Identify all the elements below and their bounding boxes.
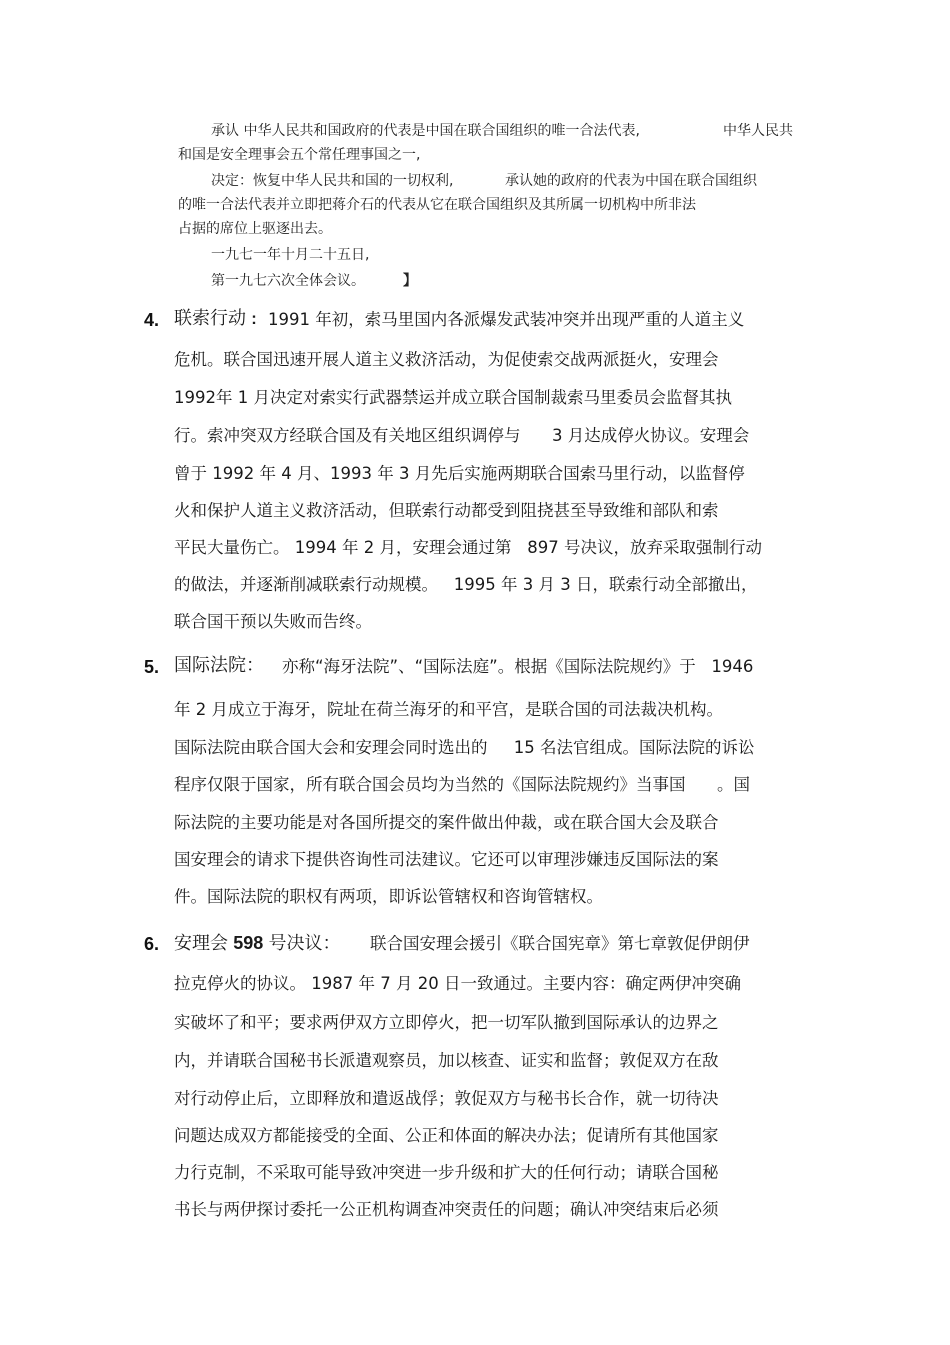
quote-line: 和国是安全理事会五个常任理事国之一, [178,147,421,163]
entry-line: 实破坏了和平；要求两伊双方立即停火，把一切军队撤到国际承认的边界之 [174,1013,719,1032]
entry-line: 危机。联合国迅速开展人道主义救济活动，为促使索交战两派挺火，安理会 [174,350,719,369]
entry-line: 的做法，并逐渐削减联索行动规模。 1995 年 3 月 3 日，联索行动全部撤出， [174,575,758,594]
entry-line: 国际法院由联合国大会和安理会同时选出的 15 名法官组成。国际法院的诉讼 [174,738,755,757]
entry-number: 4. [144,310,160,330]
quote-line: 决定：恢复中华人民共和国的一切权利, [211,173,454,189]
closing-bracket: 】 [403,273,417,289]
entry-number: 6. [144,934,160,954]
entry-line: 力行克制，不采取可能导致冲突进一步升级和扩大的任何行动；请联合国秘 [174,1163,719,1182]
entry-term: 国际法院： [174,655,264,676]
entry-line: 拉克停火的协议。 1987 年 7 月 20 日一致通过。主要内容：确定两伊冲突确 [174,974,741,993]
entry-line: 曾于 1992 年 4 月、1993 年 3 月先后实施两期联合国索马里行动，以监督停 [174,464,745,483]
entry-term: 安理会 598 号决议： [174,933,341,954]
quote-line: 占据的席位上驱逐出去。 [178,221,332,237]
entry-line: 对行动停止后，立即释放和遣返战俘；敦促双方与秘书长合作，就一切待决 [174,1089,719,1108]
entry-line: 内，并请联合国秘书长派遣观察员，加以核查、证实和监督；敦促双方在敌 [174,1051,719,1070]
entry-line: 亦称“海牙法院”、“国际法庭”。根据《国际法院规约》于 1946 [282,657,754,676]
quote-session: 第一九七六次全体会议。 [211,273,365,289]
quote-line: 的唯一合法代表并立即把蒋介石的代表从它在联合国组织及其所属一切机构中所非法 [178,197,696,213]
entry-term: 联索行动 : [174,308,257,329]
entry-line: 年 2 月成立于海牙，院址在荷兰海牙的和平宫，是联合国的司法裁决机构。 [174,700,723,719]
entry-line: 书长与两伊探讨委托一公正机构调查冲突责任的问题；确认冲突结束后必须 [174,1200,719,1219]
quote-line: 承认她的政府的代表为中国在联合国组织 [505,173,757,189]
entry-line: 际法院的主要功能是对各国所提交的案件做出仲裁，或在联合国大会及联合 [174,813,719,832]
entry-line: 1992年 1 月决定对索实行武器禁运并成立联合国制裁索马里委员会监督其执 [174,388,732,407]
entry-line: 问题达成双方都能接受的全面、公正和体面的解决办法；促请所有其他国家 [174,1126,719,1145]
entry-line: 平民大量伤亡。 1994 年 2 月，安理会通过第 897 号决议，放弃采取强制行动 [174,538,762,557]
entry-line: 火和保护人道主义救济活动，但联索行动都受到阻挠甚至导致维和部队和索 [174,501,719,520]
quote-line: 中华人民共 [723,123,793,139]
entry-line: 联合国干预以失败而告终。 [174,612,372,631]
quote-line: 承认 中华人民共和国政府的代表是中国在联合国组织的唯一合法代表, [211,123,640,139]
entry-line: 行。索冲突双方经联合国及有关地区组织调停与 3 月达成停火协议。安理会 [174,426,750,445]
quote-date: 一九七一年十月二十五日, [211,247,370,263]
entry-number: 5. [144,657,160,677]
entry-line: 件。国际法院的职权有两项，即诉讼管辖权和咨询管辖权。 [174,887,603,906]
entry-line: 1991 年初，索马里国内各派爆发武装冲突并出现严重的人道主义 [268,310,745,329]
entry-line: 国安理会的请求下提供咨询性司法建议。它还可以审理涉嫌违反国际法的案 [174,850,719,869]
entry-line: 联合国安理会援引《联合国宪章》第七章敦促伊朗伊 [370,934,750,953]
entry-line: 程序仅限于国家，所有联合国会员均为当然的《国际法院规约》当事国 。国 [174,775,750,794]
